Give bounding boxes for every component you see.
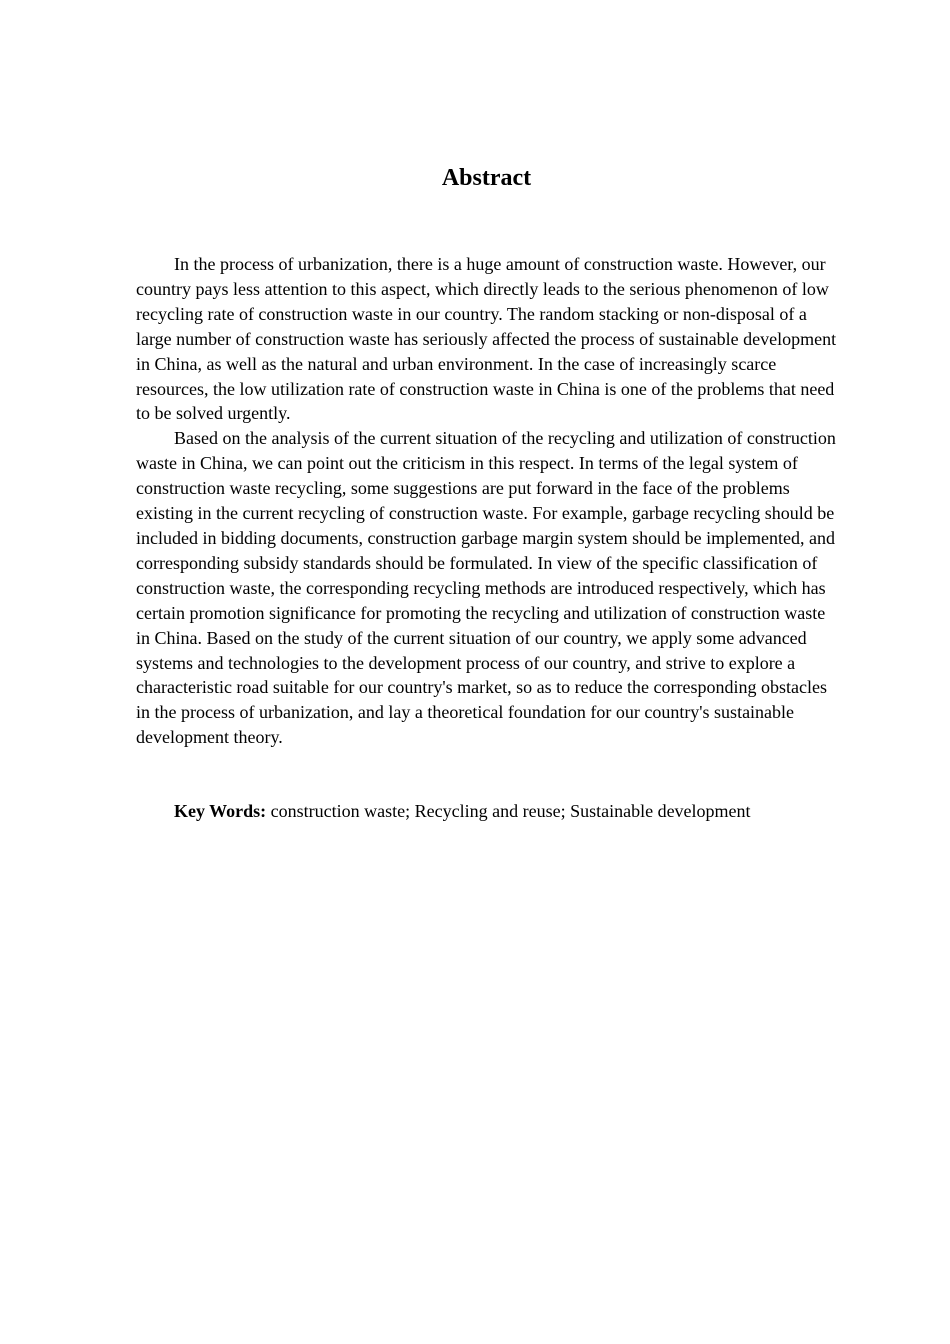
keywords-line — [136, 799, 842, 824]
abstract-paragraph-1: In the process of urbanization, there is a huge amount of construction waste. However, our country pays less attention to this aspect, which directly leads to the serious phenomenon of low recycling rate of construction waste in our country. The random stacking or non-disposal of a large number of construction waste has seriously affected the process of sustainable development in China, as well as the natural and urban environment. In the case of increasingly scarce resources, the low utilization rate of construction waste in China is one of the problems that need to be solved urgently. — [136, 254, 837, 424]
keywords-label: Key Words: — [174, 801, 267, 821]
keywords-text: construction waste; Recycling and reuse; Sustainable development — [266, 801, 751, 821]
abstract-paragraph-2: Based on the analysis of the current situation of the recycling and utilization of construction waste in China, we can point out the criticism in this respect. In terms of the legal system of construction waste recycling, some suggestions are put forward in the face of the problems existing in the current recycling of construction waste. For example, garbage recycling should be included in bidding documents, construction garbage margin system should be implemented, and corresponding subsidy standards should be formulated. In view of the specific classification of construction waste, the corresponding recycling methods are introduced respectively, which has certain promotion significance for promoting the recycling and utilization of construction waste in China. Based on the study of the current situation of our country, we apply some advanced systems and technologies to the development process of our country, and strive to explore a characteristic road suitable for our country's market, so as to reduce the corresponding obstacles in the process of urbanization, and lay a theoretical foundation for our country's sustainable development theory. — [136, 428, 836, 748]
page-title: Abstract — [441, 165, 532, 191]
abstract-body — [136, 252, 842, 750]
